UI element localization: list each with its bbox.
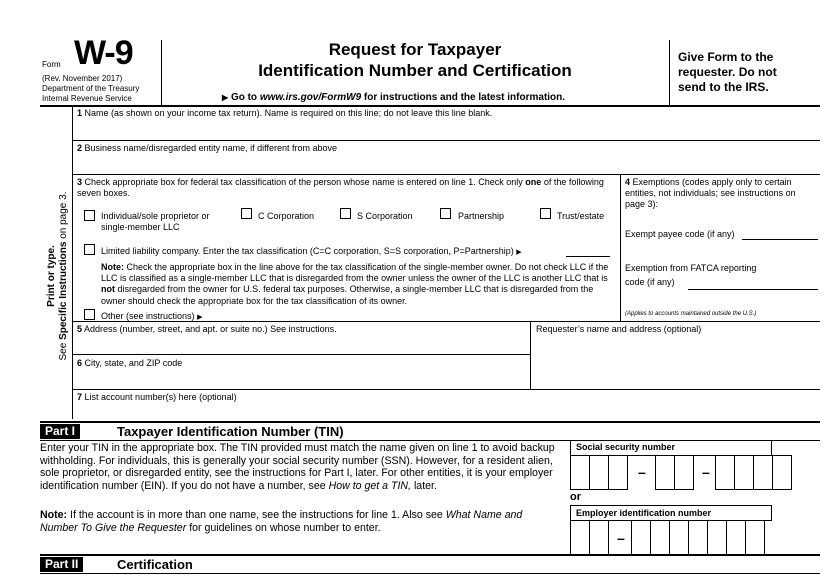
ssn-digit-box[interactable] — [589, 455, 609, 490]
ein-header — [570, 505, 772, 521]
exempt-payee-label: Exempt payee code (if any) — [625, 229, 735, 239]
ein-digit-box[interactable] — [669, 520, 689, 556]
ein-digit-box[interactable] — [570, 520, 590, 556]
city-state-zip-input[interactable] — [77, 371, 527, 388]
s-corporation-label: S Corporation — [357, 211, 413, 221]
name-input[interactable] — [77, 122, 817, 140]
ein-label: Employer identification number — [576, 508, 712, 518]
print-or-type: Print or type. — [46, 245, 57, 307]
part2-label: Part II — [40, 557, 83, 572]
business-name-input[interactable] — [77, 156, 817, 174]
line2-label: 2 Business name/disregarded entity name, if different from above — [77, 143, 338, 153]
ssn-digit-box[interactable] — [715, 455, 735, 490]
irs-url-link[interactable]: www.irs.gov/FormW9 — [259, 92, 362, 103]
form-title: Request for Taxpayer Identification Number and Certification — [258, 40, 572, 80]
ein-digit-box[interactable] — [650, 520, 670, 556]
fatca-label-line1: Exemption from FATCA reporting — [625, 263, 757, 273]
requester-label: Requester’s name and address (optional) — [536, 324, 702, 334]
trust-estate-checkbox[interactable] — [540, 208, 551, 219]
llc-classification-input[interactable] — [566, 244, 610, 256]
ein-digit-box[interactable] — [707, 520, 727, 556]
ssn-separator: – — [702, 464, 710, 480]
line7-label: 7 List account number(s) here (optional) — [77, 392, 237, 402]
part1-title: Taxpayer Identification Number (TIN) — [117, 424, 344, 439]
llc-checkbox[interactable] — [84, 244, 95, 255]
line6-label: 6 City, state, and ZIP code — [77, 358, 183, 368]
revision-date: (Rev. November 2017) — [42, 74, 123, 83]
llc-note: Note: Check the appropriate box in the line above for the tax classification of the single-member owner. Do not check LLC if the LLC is classified as a single-member LLC that is disregarded from the owner unless the owner of the LLC is another LLC that is not disregarded from the owner for U.S. federal tax purposes. Otherwise, a single-member LLC that is disregarded from the owner should check the appropriate box for the tax classification of its owner. — [101, 262, 609, 306]
individual-label: Individual/sole proprietor or single-member LLC — [101, 211, 210, 232]
part1-label: Part I — [40, 424, 80, 439]
give-form-notice: Give Form to the requester. Do not send to the IRS. — [678, 50, 777, 94]
line5-label: 5 Address (number, street, and apt. or suite no.) See instructions. — [77, 324, 337, 334]
s-corporation-checkbox[interactable] — [340, 208, 351, 219]
c-corporation-label: C Corporation — [258, 211, 315, 221]
arrow-right-icon: ▶ — [197, 314, 203, 321]
address-input[interactable] — [77, 337, 527, 354]
ssn-digit-box[interactable] — [655, 455, 675, 490]
part1-note: Note: If the account is in more than one name, see the instructions for line 1. Also see What Name and Number To Give the Requester for guidelines on whose number to enter. — [40, 509, 523, 534]
c-corporation-checkbox[interactable] — [241, 208, 252, 219]
goto-instructions: ▶ Go to www.irs.gov/FormW9 for instructions and the latest information. — [222, 92, 566, 103]
ein-digit-box[interactable] — [631, 520, 651, 556]
line3-label: 3 Check appropriate box for federal tax classification of the person whose name is entered on line 1. Check only one of the following seven boxes. — [77, 177, 604, 198]
print-instructions-sidebar — [40, 108, 72, 428]
requester-input[interactable] — [536, 337, 816, 387]
form-number: W-9 — [74, 34, 133, 72]
agency: Internal Revenue Service — [42, 94, 132, 103]
ein-separator: – — [617, 530, 625, 546]
part1-instructions: Enter your TIN in the appropriate box. The TIN provided must match the name given on line 1 to avoid backup withholding. For individuals, this is generally your social security number (SSN). However, for a resident alien, sole proprietor, or disregarded entity, see the instructions for Part I, later. For other entities, it is your employer identification number (EIN). If you do not have a number, see How to get a TIN, later. — [40, 442, 555, 492]
ssn-digit-box[interactable] — [674, 455, 694, 490]
ein-digit-box[interactable] — [688, 520, 708, 556]
ssn-header — [570, 440, 772, 456]
form-word: Form — [42, 60, 61, 69]
trust-estate-label: Trust/estate — [557, 211, 605, 221]
ssn-digit-box[interactable] — [734, 455, 754, 490]
fatca-label-line2: code (if any) — [625, 277, 675, 287]
exempt-payee-input[interactable] — [742, 228, 818, 239]
other-label: Other (see instructions) ▶ — [101, 311, 203, 321]
line4-label: 4 Exemptions (codes apply only to certain entities, not individuals; see instructions on page 3): — [625, 177, 796, 209]
department: Department of the Treasury — [42, 84, 140, 93]
partnership-checkbox[interactable] — [440, 208, 451, 219]
fatca-note: (Applies to accounts maintained outside the U.S.) — [625, 311, 757, 317]
line1-label: 1 Name (as shown on your income tax return). Name is required on this line; do not leave this line blank. — [77, 108, 493, 118]
ssn-digit-box[interactable] — [772, 455, 792, 490]
see-specific-instructions: See Specific Instructions on page 3. — [58, 191, 69, 361]
or-separator: or — [570, 491, 581, 503]
ein-digit-box[interactable] — [726, 520, 746, 556]
arrow-right-icon: ▶ — [222, 93, 229, 102]
arrow-right-icon: ▶ — [516, 249, 522, 256]
other-checkbox[interactable] — [84, 309, 95, 320]
ssn-label: Social security number — [576, 442, 676, 452]
ssn-digit-box[interactable] — [570, 455, 590, 490]
other-classification-input[interactable] — [214, 309, 614, 321]
ein-digit-box[interactable] — [589, 520, 609, 556]
fatca-code-input[interactable] — [688, 278, 818, 289]
ein-digit-box[interactable] — [745, 520, 765, 556]
individual-checkbox[interactable] — [84, 210, 95, 221]
llc-label: Limited liability company. Enter the tax classification (C=C corporation, S=S corporation, P=Partnership) ▶ — [101, 246, 522, 256]
ssn-digit-box[interactable] — [608, 455, 628, 490]
part2-title: Certification — [117, 557, 193, 572]
account-number-input[interactable] — [77, 404, 817, 420]
ssn-separator: – — [638, 464, 646, 480]
ssn-digit-box[interactable] — [753, 455, 773, 490]
partnership-label: Partnership — [458, 211, 505, 221]
